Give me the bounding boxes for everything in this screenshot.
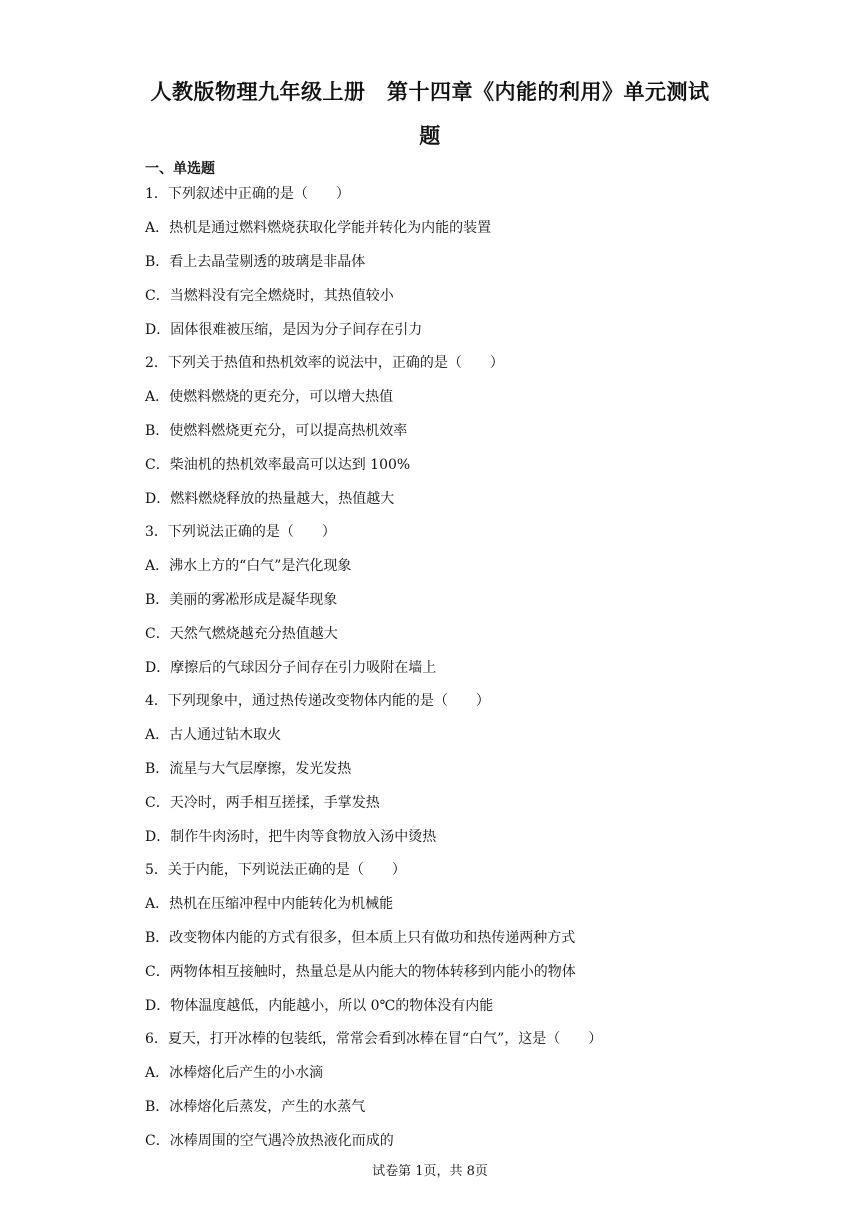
question-1: 1．下列叙述中正确的是（ ） [145,186,350,202]
page-footer: 试卷第 1页，共 8页 [372,1164,488,1179]
question-1-option-c: C．当燃料没有完全燃烧时，其热值较小 [145,288,394,304]
question-3-option-c: C．天然气燃烧越充分热值越大 [145,626,338,642]
question-2-option-d: D．燃料燃烧释放的热量越大，热值越大 [145,491,395,507]
question-5-option-c: C．两物体相互接触时，热量总是从内能大的物体转移到内能小的物体 [145,964,576,980]
question-4-option-d: D．制作牛肉汤时，把牛肉等食物放入汤中烫热 [145,829,437,845]
question-3-option-b: B．美丽的雾凇形成是凝华现象 [145,592,338,608]
question-4: 4．下列现象中，通过热传递改变物体内能的是（ ） [145,693,490,709]
question-5-option-d: D．物体温度越低，内能越小，所以 0℃的物体没有内能 [145,998,494,1014]
question-6-option-c: C．冰棒周围的空气遇冷放热液化而成的 [145,1133,394,1149]
question-1-option-b: B．看上去晶莹剔透的玻璃是非晶体 [145,254,366,270]
section-heading: 一、单选题 [145,161,215,177]
question-3-option-a: A．沸水上方的“白气”是汽化现象 [145,558,352,574]
question-4-option-c: C．天冷时，两手相互搓揉，手掌发热 [145,795,380,811]
question-5: 5．关于内能，下列说法正确的是（ ） [145,862,406,878]
question-3: 3．下列说法正确的是（ ） [145,524,336,540]
question-6: 6．夏天，打开冰棒的包装纸，常常会看到冰棒在冒“白气”，这是（ ） [145,1031,603,1047]
question-2-option-b: B．使燃料燃烧更充分，可以提高热机效率 [145,423,408,439]
question-1-option-a: A．热机是通过燃料燃烧获取化学能并转化为内能的装置 [145,220,492,236]
question-3-option-d: D．摩擦后的气球因分子间存在引力吸附在墙上 [145,660,437,676]
question-2-option-a: A．使燃料燃烧的更充分，可以增大热值 [145,389,394,405]
question-2: 2．下列关于热值和热机效率的说法中，正确的是（ ） [145,355,504,371]
question-6-option-a: A．冰棒熔化后产生的小水滴 [145,1065,324,1081]
question-6-option-b: B．冰棒熔化后蒸发，产生的水蒸气 [145,1099,366,1115]
question-4-option-b: B．流星与大气层摩擦，发光发热 [145,761,352,777]
question-5-option-a: A．热机在压缩冲程中内能转化为机械能 [145,896,394,912]
page-title: 人教版物理九年级上册 第十四章《内能的利用》单元测试 [150,80,710,104]
question-1-option-d: D．固体很难被压缩，是因为分子间存在引力 [145,322,423,338]
question-2-option-c: C．柴油机的热机效率最高可以达到 100% [145,457,411,473]
page-title-continued: 题 [419,124,441,148]
question-4-option-a: A．古人通过钻木取火 [145,727,282,743]
question-5-option-b: B．改变物体内能的方式有很多，但本质上只有做功和热传递两种方式 [145,930,576,946]
